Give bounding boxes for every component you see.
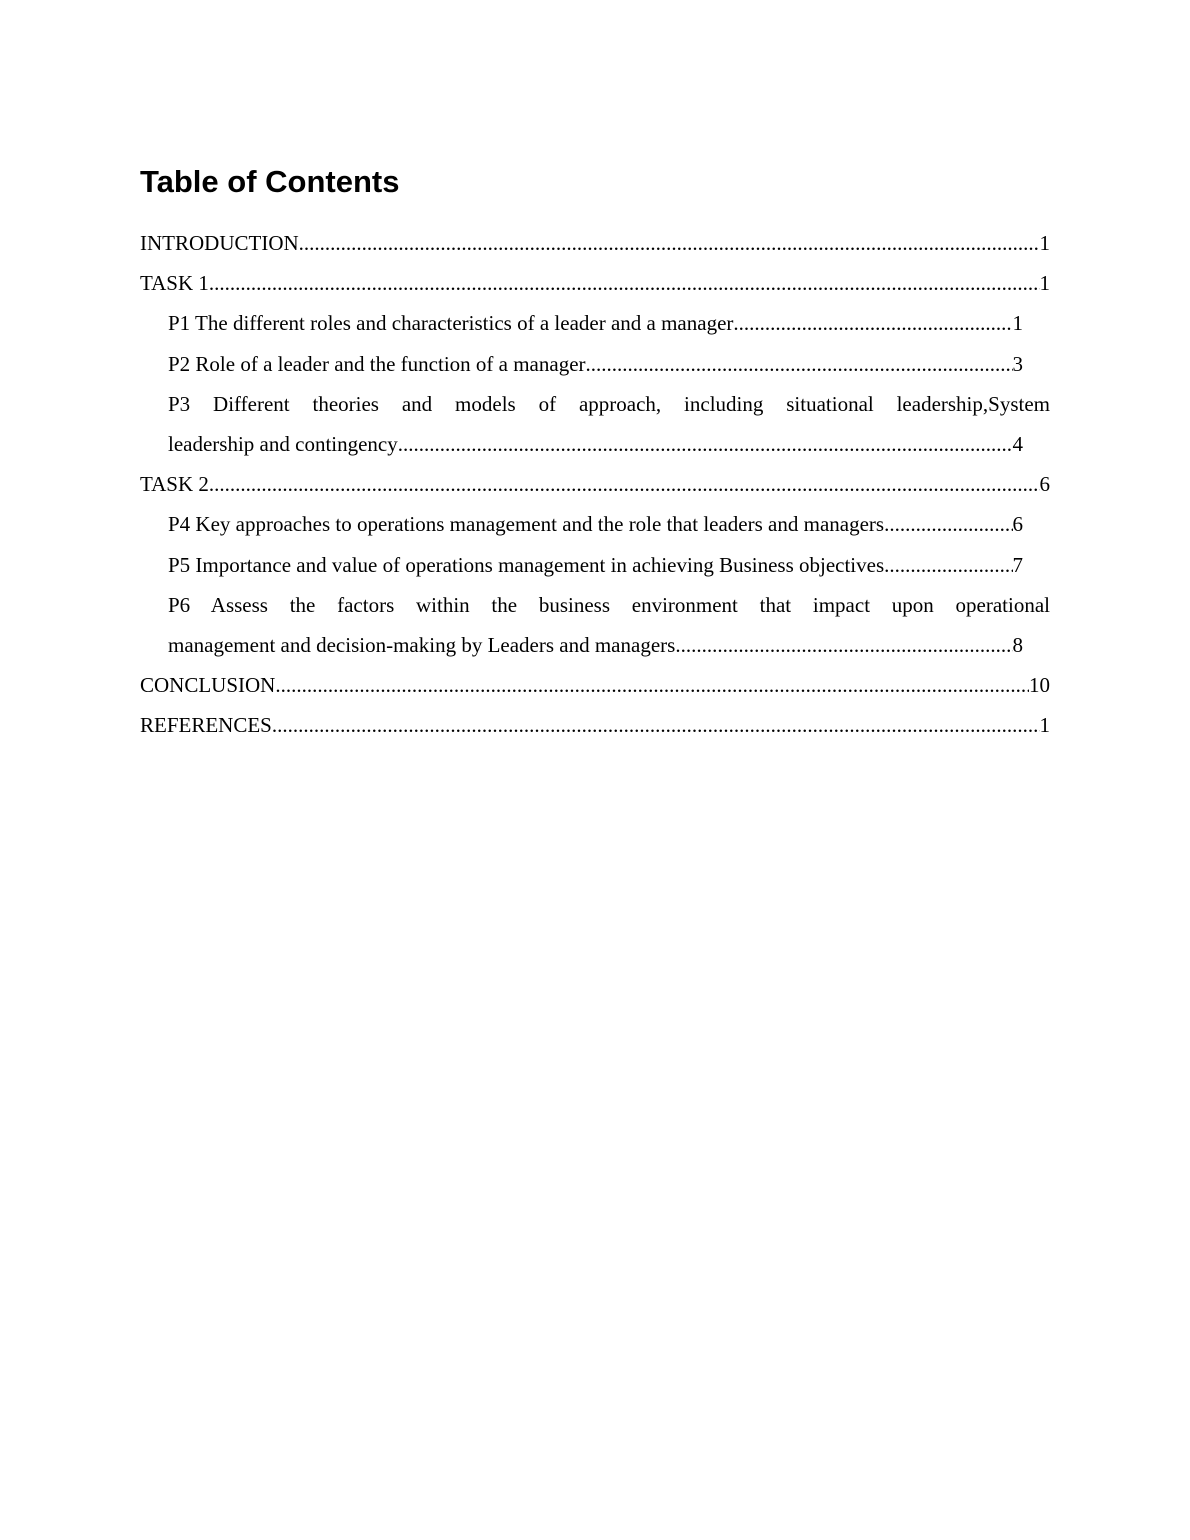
- toc-entry-label-line-2: management and decision-making by Leaders and managers: [168, 632, 676, 657]
- toc-entry-label: P1 The different roles and characteristics of a leader and a manager: [168, 311, 734, 336]
- toc-dot-leader: [398, 424, 1013, 464]
- toc-dot-leader: [733, 303, 1012, 343]
- toc-page-number: 3: [1012, 351, 1023, 376]
- toc-entry-label: P2 Role of a leader and the function of a manager: [168, 351, 586, 376]
- toc-entry-introduction[interactable]: [140, 223, 1050, 263]
- toc-dot-leader: [299, 223, 1040, 263]
- toc-page-number: 7: [1012, 552, 1023, 577]
- toc-entry-p2[interactable]: [168, 344, 1023, 384]
- toc-page-number: 1: [1039, 231, 1050, 255]
- toc-dot-leader: [884, 545, 1012, 585]
- toc-entry-p3[interactable]: [168, 384, 1050, 464]
- toc-entry-label: P4 Key approaches to operations management and the role that leaders and managers: [168, 512, 885, 537]
- toc-dot-leader: [586, 344, 1013, 384]
- toc-page-number: 6: [1039, 472, 1050, 497]
- toc-entry-label-line-1: P3 Different theories and models of approach, including situational leadership,System: [168, 391, 1050, 416]
- toc-title: Table of Contents: [140, 164, 400, 199]
- toc-dot-leader: [275, 665, 1029, 705]
- toc-page-number: 1: [1012, 311, 1023, 336]
- toc-entry-label: TASK 1: [140, 271, 209, 296]
- toc-dot-leader: [209, 464, 1040, 504]
- toc-entry-label: TASK 2: [140, 472, 209, 497]
- toc-entry-conclusion[interactable]: [140, 665, 1050, 705]
- toc-dot-leader: [209, 263, 1040, 303]
- toc-dot-leader: [675, 625, 1012, 665]
- toc-list: [140, 223, 1050, 745]
- toc-page-number: 10: [1029, 673, 1050, 698]
- toc-entry-p4[interactable]: [168, 504, 1023, 544]
- toc-page-number: 8: [1012, 632, 1023, 657]
- toc-entry-p5[interactable]: [168, 545, 1023, 585]
- toc-entry-task-1[interactable]: [140, 263, 1050, 303]
- toc-dot-leader: [884, 504, 1012, 544]
- toc-entry-label: CONCLUSION: [140, 673, 276, 698]
- toc-entry-label-line-1: P6 Assess the factors within the business environment that impact upon operational: [168, 592, 1050, 617]
- toc-entry-references[interactable]: [140, 705, 1050, 745]
- toc-page-number: 4: [1012, 431, 1023, 456]
- toc-entry-line-2: [168, 625, 1023, 665]
- toc-entry-label-line-2: leadership and contingency: [168, 431, 398, 456]
- toc-entry-p6[interactable]: [168, 585, 1050, 665]
- toc-entry-label: INTRODUCTION: [140, 231, 299, 255]
- toc-entry-task-2[interactable]: [140, 464, 1050, 504]
- toc-page-number: 6: [1012, 512, 1023, 537]
- toc-entry-line-2: [168, 424, 1023, 464]
- toc-entry-label: REFERENCES: [140, 713, 272, 738]
- toc-page-number: 1: [1039, 713, 1050, 738]
- toc-dot-leader: [272, 705, 1040, 745]
- toc-page-number: 1: [1039, 271, 1050, 296]
- toc-entry-label: P5 Importance and value of operations management in achieving Business objectives: [168, 552, 885, 577]
- toc-entry-p1[interactable]: [168, 303, 1023, 343]
